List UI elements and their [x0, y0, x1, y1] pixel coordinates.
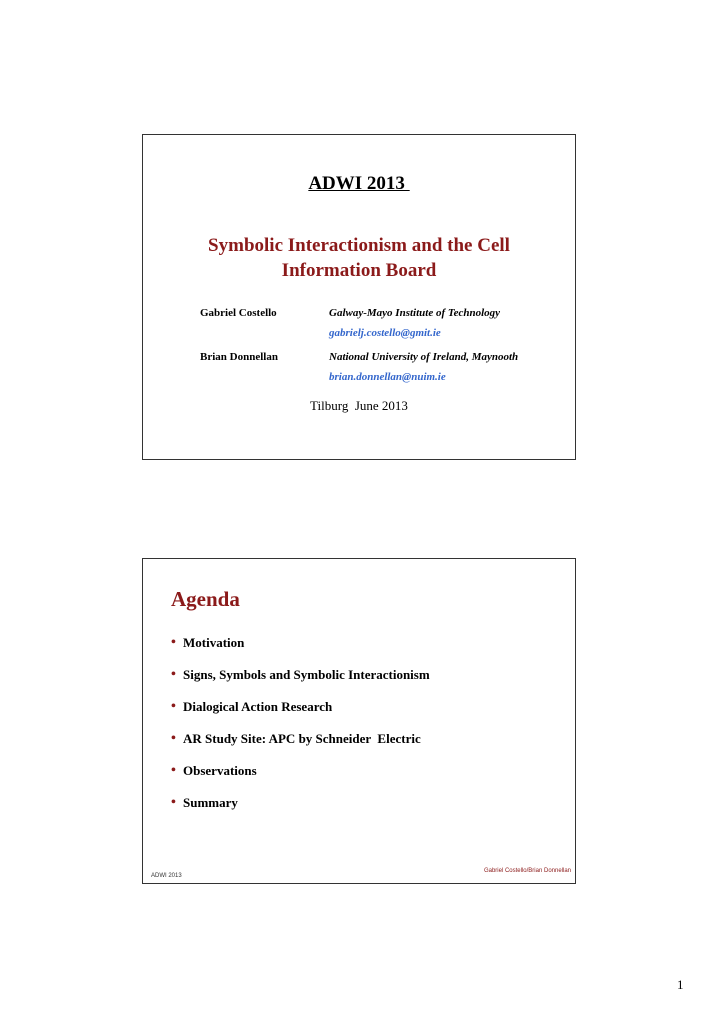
- bullet-icon: •: [171, 667, 176, 682]
- presentation-title: Symbolic Interactionism and the Cell Information Board: [208, 235, 510, 281]
- agenda-item-label: Summary: [183, 795, 238, 810]
- bullet-icon: •: [171, 635, 176, 650]
- author-institution: National University of Ireland, Maynooth: [329, 351, 519, 363]
- list-item: [171, 731, 430, 763]
- slide-title: [142, 134, 576, 460]
- agenda-title: Agenda: [171, 587, 240, 611]
- author-email[interactable]: gabrielj.costello@gmit.ie: [329, 327, 441, 339]
- agenda-list: [171, 635, 430, 827]
- author-institution: Galway-Mayo Institute of Technology: [329, 307, 501, 319]
- page-number: 1: [677, 977, 684, 992]
- agenda-item-label: Motivation: [183, 635, 245, 650]
- author-name: Brian Donnellan: [200, 351, 278, 363]
- agenda-item-label: Dialogical Action Research: [183, 699, 333, 714]
- bullet-icon: •: [171, 795, 176, 810]
- list-item: [171, 795, 430, 827]
- bullet-icon: •: [171, 731, 176, 746]
- footer-authors: Gabriel Costello/Brian Donnellan: [483, 868, 571, 874]
- slide-agenda: [142, 558, 576, 884]
- bullet-icon: •: [171, 763, 176, 778]
- agenda-item-label: Signs, Symbols and Symbolic Interactionism: [183, 667, 430, 682]
- list-item: [171, 667, 430, 699]
- list-item: [171, 763, 430, 795]
- list-item: [171, 699, 430, 731]
- author-email[interactable]: brian.donnellan@nuim.ie: [329, 371, 446, 383]
- conference-heading: ADWI 2013: [308, 173, 410, 194]
- footer-conference: ADWI 2013: [151, 873, 182, 879]
- bullet-icon: •: [171, 699, 176, 714]
- agenda-item-label: AR Study Site: APC by Schneider Electric: [183, 731, 421, 746]
- agenda-item-label: Observations: [183, 763, 257, 778]
- list-item: [171, 635, 430, 667]
- place-date: Tilburg June 2013: [310, 398, 408, 413]
- author-name: Gabriel Costello: [200, 307, 277, 319]
